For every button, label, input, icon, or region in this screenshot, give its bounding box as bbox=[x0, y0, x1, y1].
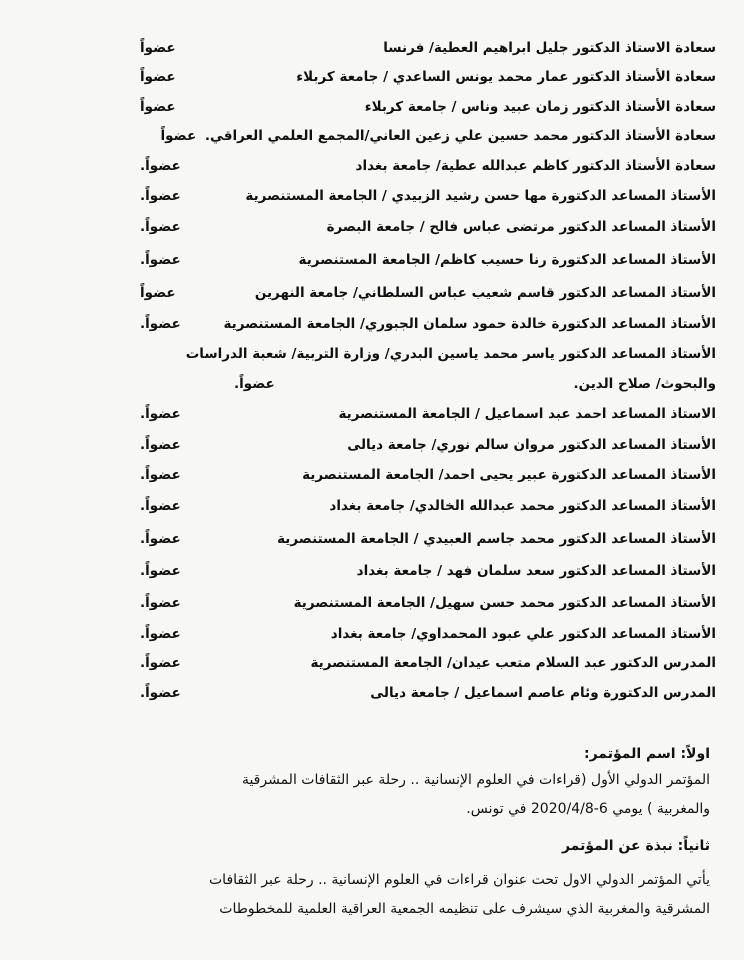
member-role: عضواً. bbox=[140, 531, 181, 547]
member-role: عضواً. bbox=[234, 376, 275, 392]
member-name: الأستاذ المساعد الدكتورة مها حسن رشيد الزبيدي / الجامعة المستنصرية bbox=[245, 188, 716, 204]
member-role: عضواً bbox=[140, 99, 176, 115]
member-role: عضواً bbox=[160, 128, 197, 144]
section-paragraph-conference-name bbox=[30, 766, 710, 824]
member-role: عضواً. bbox=[140, 158, 181, 174]
member-name: المدرس الدكتورة وئام عاصم اسماعيل / جامعة ديالى bbox=[370, 685, 716, 701]
member-name: سعادة الأستاذ الدكتور محمد حسين علي زعين العاني/المجمع العلمي العراقي. bbox=[204, 128, 716, 144]
member-role: عضواً. bbox=[140, 595, 181, 611]
paragraph-line: يأتي المؤتمر الدولي الاول تحت عنوان قراءات في العلوم الإنسانية .. رحلة عبر الثقافات bbox=[209, 872, 710, 888]
member-role: عضواً bbox=[140, 69, 176, 85]
member-role: عضواً. bbox=[140, 406, 181, 422]
member-role: عضواً bbox=[140, 40, 176, 56]
member-role: عضواً bbox=[140, 285, 176, 301]
member-name: سعادة الأستاذ الدكتور زمان عبيد وناس / جامعة كربلاء bbox=[364, 99, 716, 115]
member-role: عضواً. bbox=[140, 437, 181, 453]
member-name: الأستاذ المساعد الدكتور محمد حسن سهيل/ الجامعة المستنصرية bbox=[293, 595, 716, 611]
member-name: الأستاذ المساعد الدكتور محمد جاسم العبيدي / الجامعة المستنصرية bbox=[277, 531, 716, 547]
member-role: عضواً. bbox=[140, 252, 181, 268]
member-line bbox=[116, 126, 716, 146]
member-role: عضواً. bbox=[140, 655, 181, 671]
member-name: الأستاذ المساعد الدكتور قاسم شعيب عباس السلطاني/ جامعة النهرين bbox=[254, 285, 716, 301]
member-role: عضواً. bbox=[140, 563, 181, 579]
member-name: الأستاذ المساعد الدكتور سعد سلمان فهد / جامعة بغداد bbox=[356, 563, 716, 579]
member-name: الأستاذ المساعد الدكتور ياسر محمد ياسين البدري/ وزارة التربية/ شعبة الدراسات bbox=[185, 346, 716, 362]
member-name: سعادة الأستاذ الدكتور كاظم عبدالله عطية/ جامعة بغداد bbox=[355, 158, 716, 174]
member-name: سعادة الاستاذ الدكتور جليل ابراهيم العطية/ فرنسا bbox=[383, 40, 716, 56]
member-name: سعادة الأستاذ الدكتور عمار محمد يونس الساعدي / جامعة كربلاء bbox=[296, 69, 716, 85]
member-name: الأستاذ المساعد الدكتورة رنا حسيب كاظم/ الجامعة المستنصرية bbox=[298, 252, 716, 268]
paragraph-line: المشرقية والمغربية الذي سيشرف على تنظيمه الجمعية العراقية العلمية للمخطوطات bbox=[219, 901, 710, 917]
member-role: عضواً. bbox=[140, 467, 181, 483]
member-name: الاستاذ المساعد احمد عبد اسماعيل / الجامعة المستنصرية bbox=[338, 406, 716, 422]
member-name: الأستاذ المساعد الدكتور علي عبود المحمداوي/ جامعة بغداد bbox=[330, 626, 716, 642]
section-heading-about: ثانياً: نبذة عن المؤتمر bbox=[561, 838, 710, 854]
section-paragraph-about bbox=[30, 866, 710, 924]
section-heading-conference-name: اولاً: اسم المؤتمر: bbox=[584, 746, 710, 762]
member-role: عضواً. bbox=[140, 685, 181, 701]
member-role: عضواً. bbox=[140, 626, 181, 642]
paragraph-line: والمغربية ) يومي 6-2020/4/8 في تونس. bbox=[466, 801, 710, 817]
member-name: الأستاذ المساعد الدكتورة عبير يحيى احمد/ الجامعة المستنصرية bbox=[302, 467, 716, 483]
member-role: عضواً. bbox=[140, 498, 181, 514]
member-name: الأستاذ المساعد الدكتورة خالدة حمود سلمان الجبوري/ الجامعة المستنصرية bbox=[223, 316, 716, 332]
member-name: والبحوث/ صلاح الدين. bbox=[573, 376, 716, 392]
member-name: الأستاذ المساعد الدكتور محمد عبدالله الخالدي/ جامعة بغداد bbox=[329, 498, 716, 514]
paragraph-line: المؤتمر الدولي الأول (قراءات في العلوم الإنسانية .. رحلة عبر الثقافات المشرقية bbox=[241, 772, 710, 788]
member-role: عضواً. bbox=[140, 316, 181, 332]
member-name: الأستاذ المساعد الدكتور مرتضى عباس فالح / جامعة البصرة bbox=[326, 219, 716, 235]
member-name: الأستاذ المساعد الدكتور مروان سالم نوري/ جامعة ديالى bbox=[347, 437, 716, 453]
member-name: المدرس الدكتور عبد السلام متعب عيدان/ الجامعة المستنصرية bbox=[310, 655, 716, 671]
member-role: عضواً. bbox=[140, 188, 181, 204]
member-role: عضواً. bbox=[140, 219, 181, 235]
